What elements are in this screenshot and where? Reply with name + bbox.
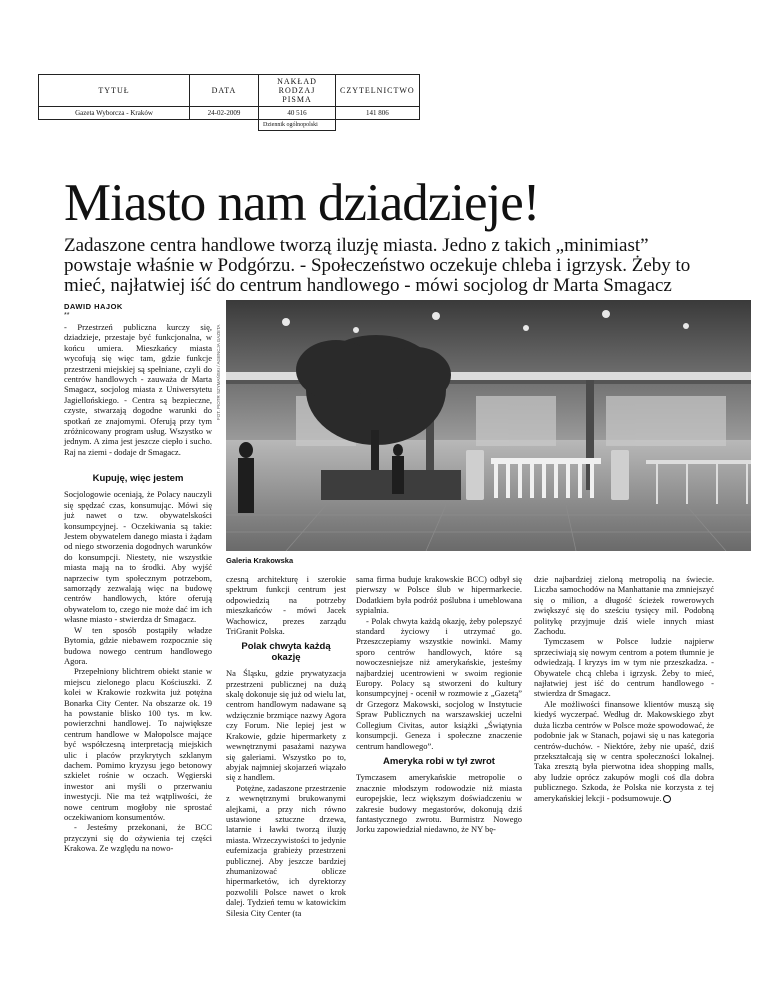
paragraph: sama firma buduje krakowskie BCC) odbył się pierwszy w Polsce ślub w hipermarkecie. Dodatkiem była podróż poślubna i umeblowana sypialnia. (356, 574, 522, 616)
paragraph-text: Ale możliwości finansowe klientów muszą się kiedyś wyczerpać. Według dr. Makowskiego zbyt duża liczba centrów w Polsce może spowodować, że podobnie jak w Stanach, pojawi się u nas kategoria centrów-duchów. - Niektóre, żeby nie upaść, dziś przekształcają się w centra społeczności lokalnej. Taka zresztą była pierwotna idea shopping malls, aby ludzie oprócz zakupów mogli coś dla dobra publicznego. Szkoda, że Polska nie korzysta z tej amerykańskiej lekcji - podsumowuje. (534, 698, 714, 803)
end-mark-icon (663, 795, 671, 803)
paragraph (534, 699, 714, 803)
paragraph: czesną architekturę i szerokie spektrum funkcji centrum jest odpowiedzią na potrzeby mieszkańców - mówi Jacek Wachowicz, prezes zarządu TriGranit Polska. (226, 574, 346, 637)
cell-circulation: 40 516 (259, 107, 336, 120)
paragraph: Na Śląsku, gdzie prywatyzacja przestrzeni publicznej na dużą skalę dokonuje się już od wielu lat, centrom handlowym nadawane są wdzięcznie brzmiące nazwy Agora czy Forum. Nie lepiej jest w Krakowie, gdzie hipermarkety z wewnętrznymi pasażami nazywa się galeriami. Wszystko po to, abyjak najmniej skojarzeń wiązało się z handlem. (226, 668, 346, 783)
paragraph: Tymczasem w Polsce ludzie najpierw sprzeciwiają się nowym centrom a potem tłumnie je odwiedzają. I kryzys im w tym nie przeszkadza. - Obywatele chcą chleba i igrzysk. Żeby to mieć, najłatwiej jest iść do centrum handlowego - stwierdza dr Smagacz. (534, 636, 714, 699)
lead-paragraph: Zadaszone centra handlowe tworzą iluzję miasta. Jedno z takich „minimiast” powstaje właśnie w Podgórzu. - Społeczeństwo oczekuje chleba i igrzysk. Żeby to mieć, najłatwiej iść do centrum handlowego - mówi socjolog dr Marta Smagacz (64, 235, 691, 296)
subheading: Polak chwyta każdą okazję (241, 641, 331, 663)
author-byline: DAWID HAJOK (64, 302, 123, 311)
header-title: TYTUŁ (39, 75, 190, 107)
paragraph: dzie najbardziej zieloną metropolią na świecie. Liczba samochodów na Manhattanie ma zmniejszyć się o milion, a długość ścieżek rowerowych zwiększyć się do sześciu tysięcy mil. Podobną politykę przyjmuje dziś wiele innych miast Zachodu. (534, 574, 714, 637)
headline: Miasto nam dziadzieje! (64, 174, 540, 232)
subheading: Kupuję, więc jestem (92, 473, 184, 484)
paragraph: Socjologowie oceniają, że Polacy nauczyli się spędzać czas, konsumując. Mówi się już nawet o tzw. obywatelskości konsumpcyjnej. - Oczekiwania są takie: Jestem obywatelem danego miasta i żądam od niego stworzenia dogodnych warunków do konsumpcji. Niestety, nie wszystkie miasta mają na to środki. Aby wyjść naprzeciw tym społecznym potrzebom, samorządy zezwalają więc na budowę centrów handlowych, które oferują obywatelom to, czego nie może dać im ich własne miasto - stwierdza dr Smagacz. (64, 489, 212, 625)
press-info-table (38, 74, 420, 131)
byline-stars: ** (64, 312, 70, 319)
paragraph: - Polak chwyta każdą okazję, żeby polepszyć standard życiowy i utrzymać go. Przeszczepiamy wszystkie nowinki. Mamy sporo centrów handlowych, które są nowoczesniejsze niż amerykańskie, jesteśmy najbardziej ucentrowieni w swoim regionie Europy. Polacy są stworzeni do kultury konsumpcyjnej - ocenił w rozmowie z „Gazetą” dr Grzegorz Makowski, socjolog w Instytucie Spraw Publicznych na warszawskiej uczelni Collegium Civitas, autor książki „Świątynia konsumpcji. Geneza i społeczne znaczenie centrum handlowego”. (356, 615, 522, 751)
column-2 (226, 574, 346, 918)
photo-caption: Galeria Krakowska (226, 556, 294, 565)
header-circulation: NAKŁAD RODZAJ PISMA (259, 75, 336, 107)
cell-type: Dziennik ogólnopolski (259, 120, 336, 131)
paragraph: Potężne, zadaszone przestrzenie z wewnętrznymi brukowanymi alejkami, a przy nich równo ustawione sztuczne drzewa, latarnie i ławki tworzą iluzję miasta. Wrzeczywistości to jedynie eufemizacja grabieży przestrzeni publicznej. Aby jeszcze bardziej zhumanizować oblicze hipermarketów, ich dyrektorzy pozwolili Polsce nawet o krok dalej. Tydzień temu w katowickim Silesia City Center (ta (226, 782, 346, 918)
cell-title: Gazeta Wyborcza - Kraków (39, 107, 190, 120)
photo-credit: FOT. PIOTR SZYMAŃSKI / AGENCJA GAZETA (216, 324, 221, 420)
article-photo (226, 300, 751, 551)
paragraph: - Przestrzeń publiczna kurczy się, dziadzieje, przestaje być funkcjonalna, w końcu umiera. Mieszkańcy miasta wycofują się więc tam, gdzie funkcje przestrzeni miejskiej są spełniane, czyli do centrów handlowych - zauważa dr Marta Smagacz, socjolog miasta z Uniwersytetu Jagiellońskiego. - Centra są bezpieczne, czyste, stwarzają dogodne warunki do spotkań ze znajomymi. Oferują przy tym zróżnicowany program usług. Wszystko w jednym. A zima jest jeszcze ciepło i sucho. Raj na ziemi - dodaje dr Smagacz. (64, 322, 212, 457)
column-1-top (64, 322, 212, 457)
header-readership: CZYTELNICTWO (336, 75, 420, 107)
column-3 (356, 574, 522, 835)
paragraph: W ten sposób postąpiły władze Bytomia, gdzie niebawem rozpocznie się budowa nowego centrum handlowego Agora. (64, 624, 212, 666)
paragraph: Tymczasem amerykańskie metropolie o znacznie młodszym rodowodzie niż miasta europejskie, lecz większym doświadczeniu w zakresie budowy megastorów, dokonują dziś fantastycznego zwrotu. Burmistrz Nowego Jorku zapowiedział niedawno, że NY bę- (356, 772, 522, 835)
subheading: Ameryka robi w tył zwrot (383, 755, 495, 767)
cell-date: 24-02-2009 (190, 107, 259, 120)
column-4 (534, 574, 714, 803)
paragraph: - Jesteśmy przekonani, że BCC przyczyni się do ożywienia tej części Krakowa. Ze względu na nowo- (64, 822, 212, 854)
header-date: DATA (190, 75, 259, 107)
paragraph: Przepełniony blichtrem obiekt stanie w miejscu zielonego placu Kościuszki. Z kolei w Krakowie rozkwita już potężna Bonarka City Center. Na obszarze ok. 19 ha powstanie blisko 100 tys. m kw. powierzchni handlowej. To największe centrum handlowe w Małopolsce mające być współczesną interpretacją miejskich ulic i placów przykrytych szklanym dachem. Pomimo kryzysu jego betonowy szkielet rośnie w oczach. Węgierski inwestor ani myśli o przerwaniu inwestycji. Nie ma też wątpliwości, że nowe centrum mogłoby nie sprostać oczekiwaniom konsumentów. (64, 666, 212, 822)
cell-readership: 141 806 (336, 107, 420, 120)
column-1-bottom (64, 468, 212, 854)
